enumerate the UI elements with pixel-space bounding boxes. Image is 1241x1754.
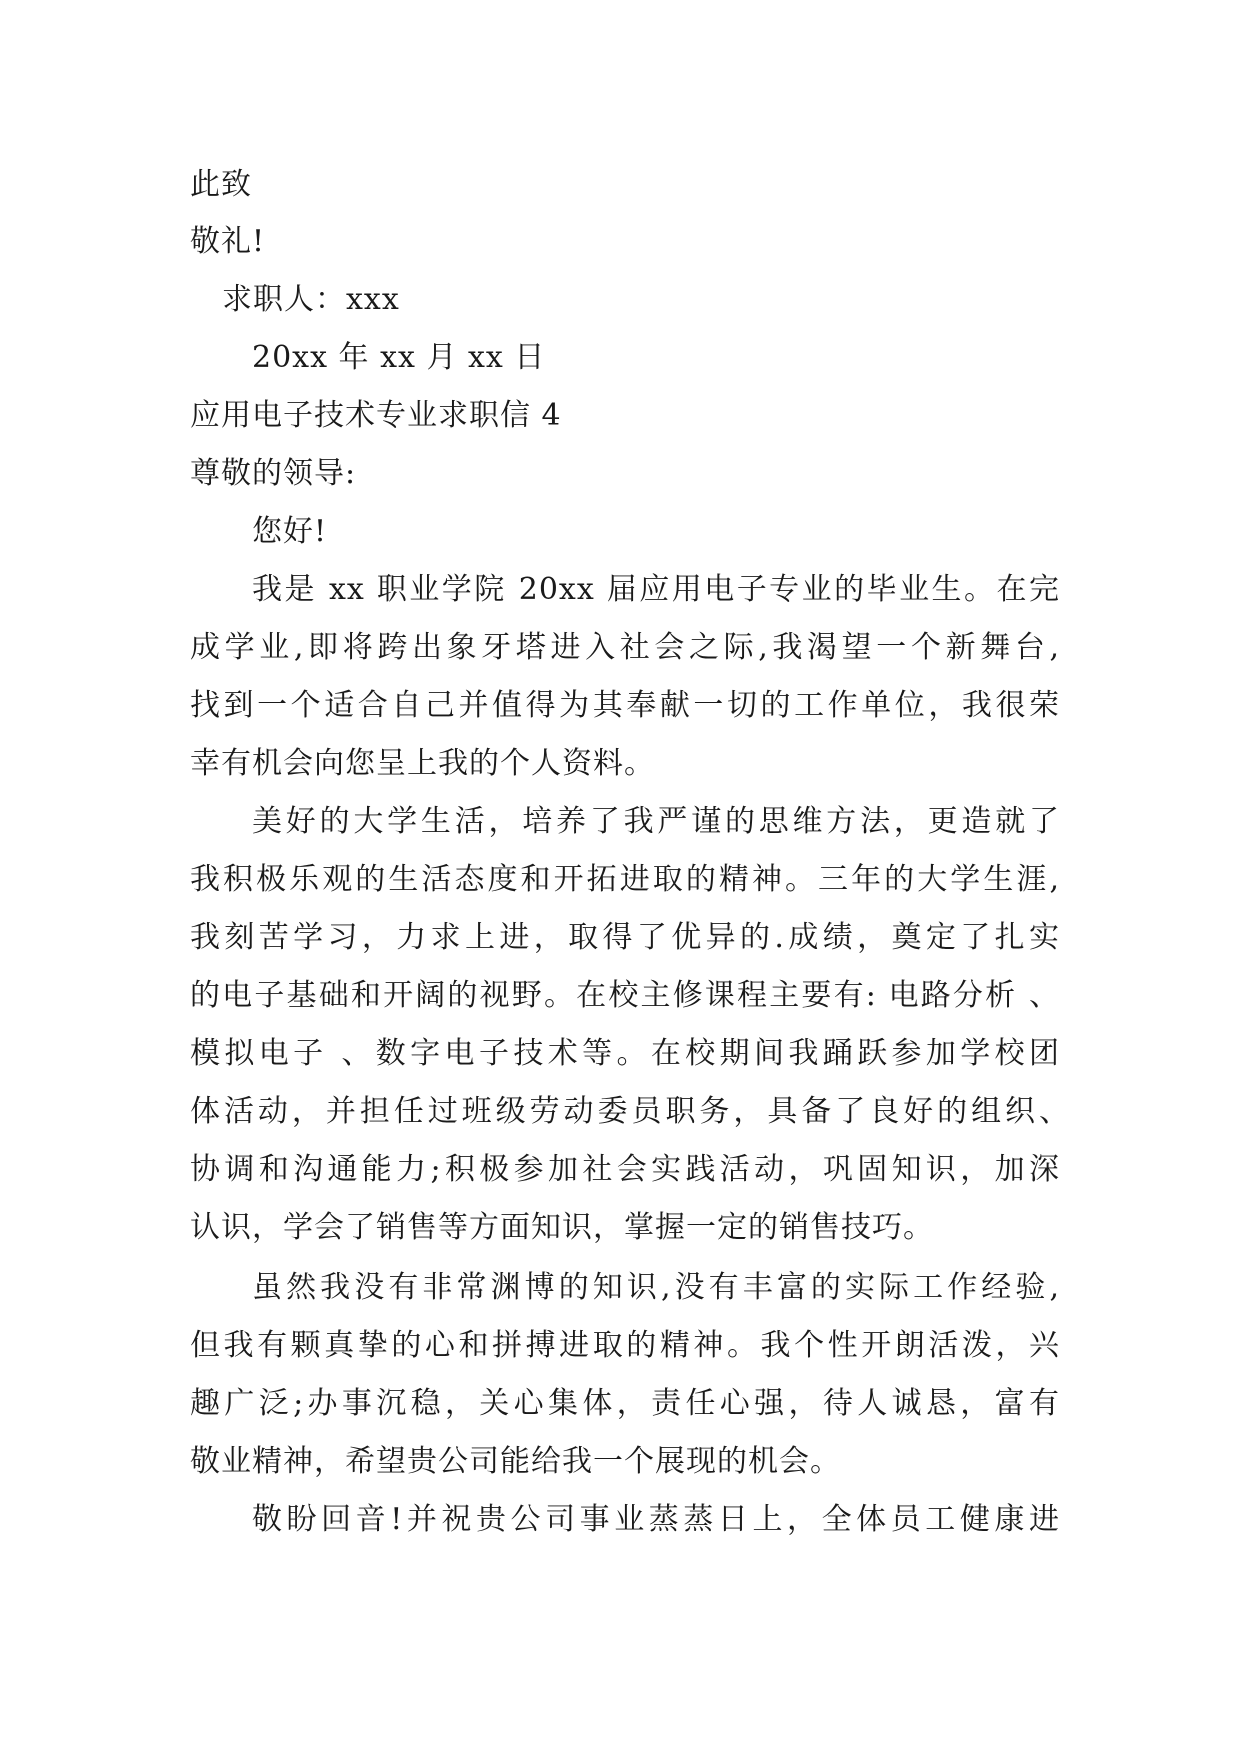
- paragraph2-line-4: 的电子基础和开阔的视野。在校主修课程主要有: 电路分析 、: [190, 978, 1060, 1013]
- paragraph2-line-5: 模拟电子 、数字电子技术等。在校期间我踊跃参加学校团: [190, 1036, 1060, 1071]
- letter-greeting: 您好!: [252, 514, 328, 549]
- paragraph3-line-3: 趣广泛;办事沉稳，关心集体，责任心强，待人诚恳，富有: [190, 1386, 1060, 1421]
- salutation-line-1: 此致: [190, 167, 252, 202]
- paragraph3-line-4: 敬业精神，希望贵公司能给我一个展现的机会。: [190, 1444, 841, 1479]
- paragraph4-line-1: 敬盼回音!并祝贵公司事业蒸蒸日上，全体员工健康进: [252, 1502, 1060, 1537]
- letter-title: 应用电子技术专业求职信 4: [190, 398, 562, 433]
- paragraph2-line-6: 体活动，并担任过班级劳动委员职务，具备了良好的组织、: [190, 1094, 1070, 1129]
- paragraph1-line-1: 我是 xx 职业学院 20xx 届应用电子专业的毕业生。在完: [252, 572, 1060, 607]
- paragraph1-line-2: 成学业,即将跨出象牙塔进入社会之际,我渴望一个新舞台,: [190, 630, 1060, 665]
- paragraph3-line-1: 虽然我没有非常渊博的知识,没有丰富的实际工作经验,: [252, 1270, 1060, 1305]
- paragraph2-line-8: 认识，学会了销售等方面知识，掌握一定的销售技巧。: [190, 1210, 934, 1245]
- salutation-line-2: 敬礼!: [190, 224, 266, 259]
- paragraph2-line-7: 协调和沟通能力;积极参加社会实践活动，巩固知识，加深: [190, 1152, 1060, 1187]
- applicant-signature: 求职人：xxx: [222, 282, 400, 317]
- paragraph3-line-2: 但我有颗真挚的心和拼搏进取的精神。我个性开朗活泼，兴: [190, 1328, 1060, 1363]
- signature-date: 20xx 年 xx 月 xx 日: [252, 340, 546, 375]
- paragraph1-line-3: 找到一个适合自己并值得为其奉献一切的工作单位，我很荣: [190, 688, 1060, 723]
- paragraph2-line-3: 我刻苦学习，力求上进，取得了优异的.成绩，奠定了扎实: [190, 920, 1060, 955]
- paragraph1-line-4: 幸有机会向您呈上我的个人资料。: [190, 746, 655, 781]
- paragraph2-line-2: 我积极乐观的生活态度和开拓进取的精神。三年的大学生涯,: [190, 862, 1060, 897]
- paragraph2-line-1: 美好的大学生活，培养了我严谨的思维方法，更造就了: [252, 804, 1060, 839]
- letter-addressee: 尊敬的领导:: [190, 456, 357, 491]
